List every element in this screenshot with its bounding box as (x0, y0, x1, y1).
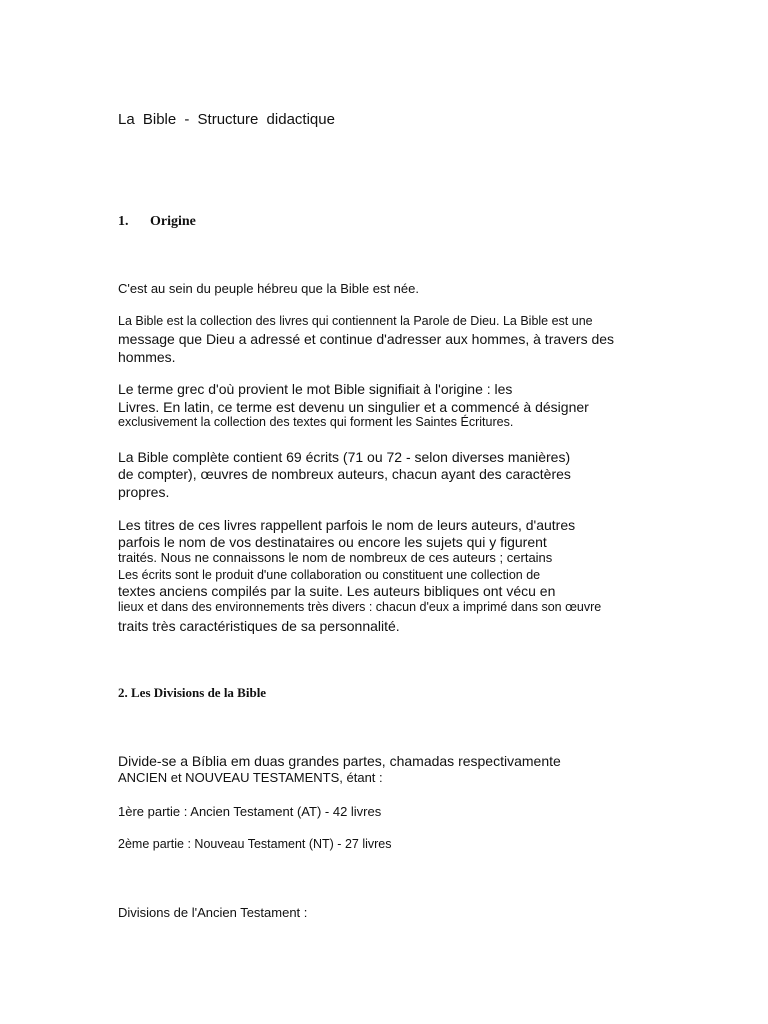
paragraph-line: lieux et dans des environnements très divers : chacun d'eux a imprimé dans son œuvre (118, 600, 602, 614)
paragraph-line: message que Dieu a adressé et continue d'adresser aux hommes, à travers des (118, 331, 615, 347)
paragraph-line: Le terme grec d'où provient le mot Bible signifiait à l'origine : les (118, 381, 513, 397)
paragraph-line: traités. Nous ne connaissons le nom de nombreux de ces auteurs ; certains (118, 550, 553, 565)
paragraph-line: textes anciens compilés par la suite. Les auteurs bibliques ont vécu en (118, 583, 556, 599)
paragraph-line: ANCIEN et NOUVEAU TESTAMENTS, étant : (118, 770, 383, 785)
paragraph-line: propres. (118, 484, 170, 500)
paragraph-line: La Bible est la collection des livres qui contiennent la Parole de Dieu. La Bible est une (118, 314, 593, 328)
paragraph-line: Divisions de l'Ancien Testament : (118, 905, 308, 920)
paragraph-line: hommes. (118, 349, 176, 365)
paragraph-line: exclusivement la collection des textes qui forment les Saintes Écritures. (118, 415, 514, 429)
paragraph-line: Livres. En latin, ce terme est devenu un singulier et a commencé à désigner (118, 399, 589, 415)
paragraph-line: de compter), œuvres de nombreux auteurs, chacun ayant des caractères (118, 466, 571, 482)
paragraph-line: Les écrits sont le produit d'une collaboration ou constituent une collection de (118, 568, 541, 582)
paragraph-line: La Bible complète contient 69 écrits (71 ou 72 - selon diverses manières) (118, 449, 571, 465)
section-heading-divisions: 2. Les Divisions de la Bible (118, 685, 267, 700)
paragraph-line: Divide-se a Bíblia em duas grandes partes, chamadas respectivamente (118, 753, 561, 769)
document-title: La Bible - Structure didactique (118, 111, 335, 128)
paragraph-line: parfois le nom de vos destinataires ou encore les sujets qui y figurent (118, 534, 547, 550)
paragraph-line: traits très caractéristiques de sa personnalité. (118, 618, 400, 634)
paragraph-line: C'est au sein du peuple hébreu que la Bible est née. (118, 281, 419, 296)
section-heading-origine: Origine (150, 214, 196, 229)
paragraph-line: Les titres de ces livres rappellent parfois le nom de leurs auteurs, d'autres (118, 517, 576, 533)
section-number: 1. (118, 214, 129, 229)
paragraph-line: 2ème partie : Nouveau Testament (NT) - 27 livres (118, 837, 392, 851)
paragraph-line: 1ère partie : Ancien Testament (AT) - 42 livres (118, 804, 382, 819)
